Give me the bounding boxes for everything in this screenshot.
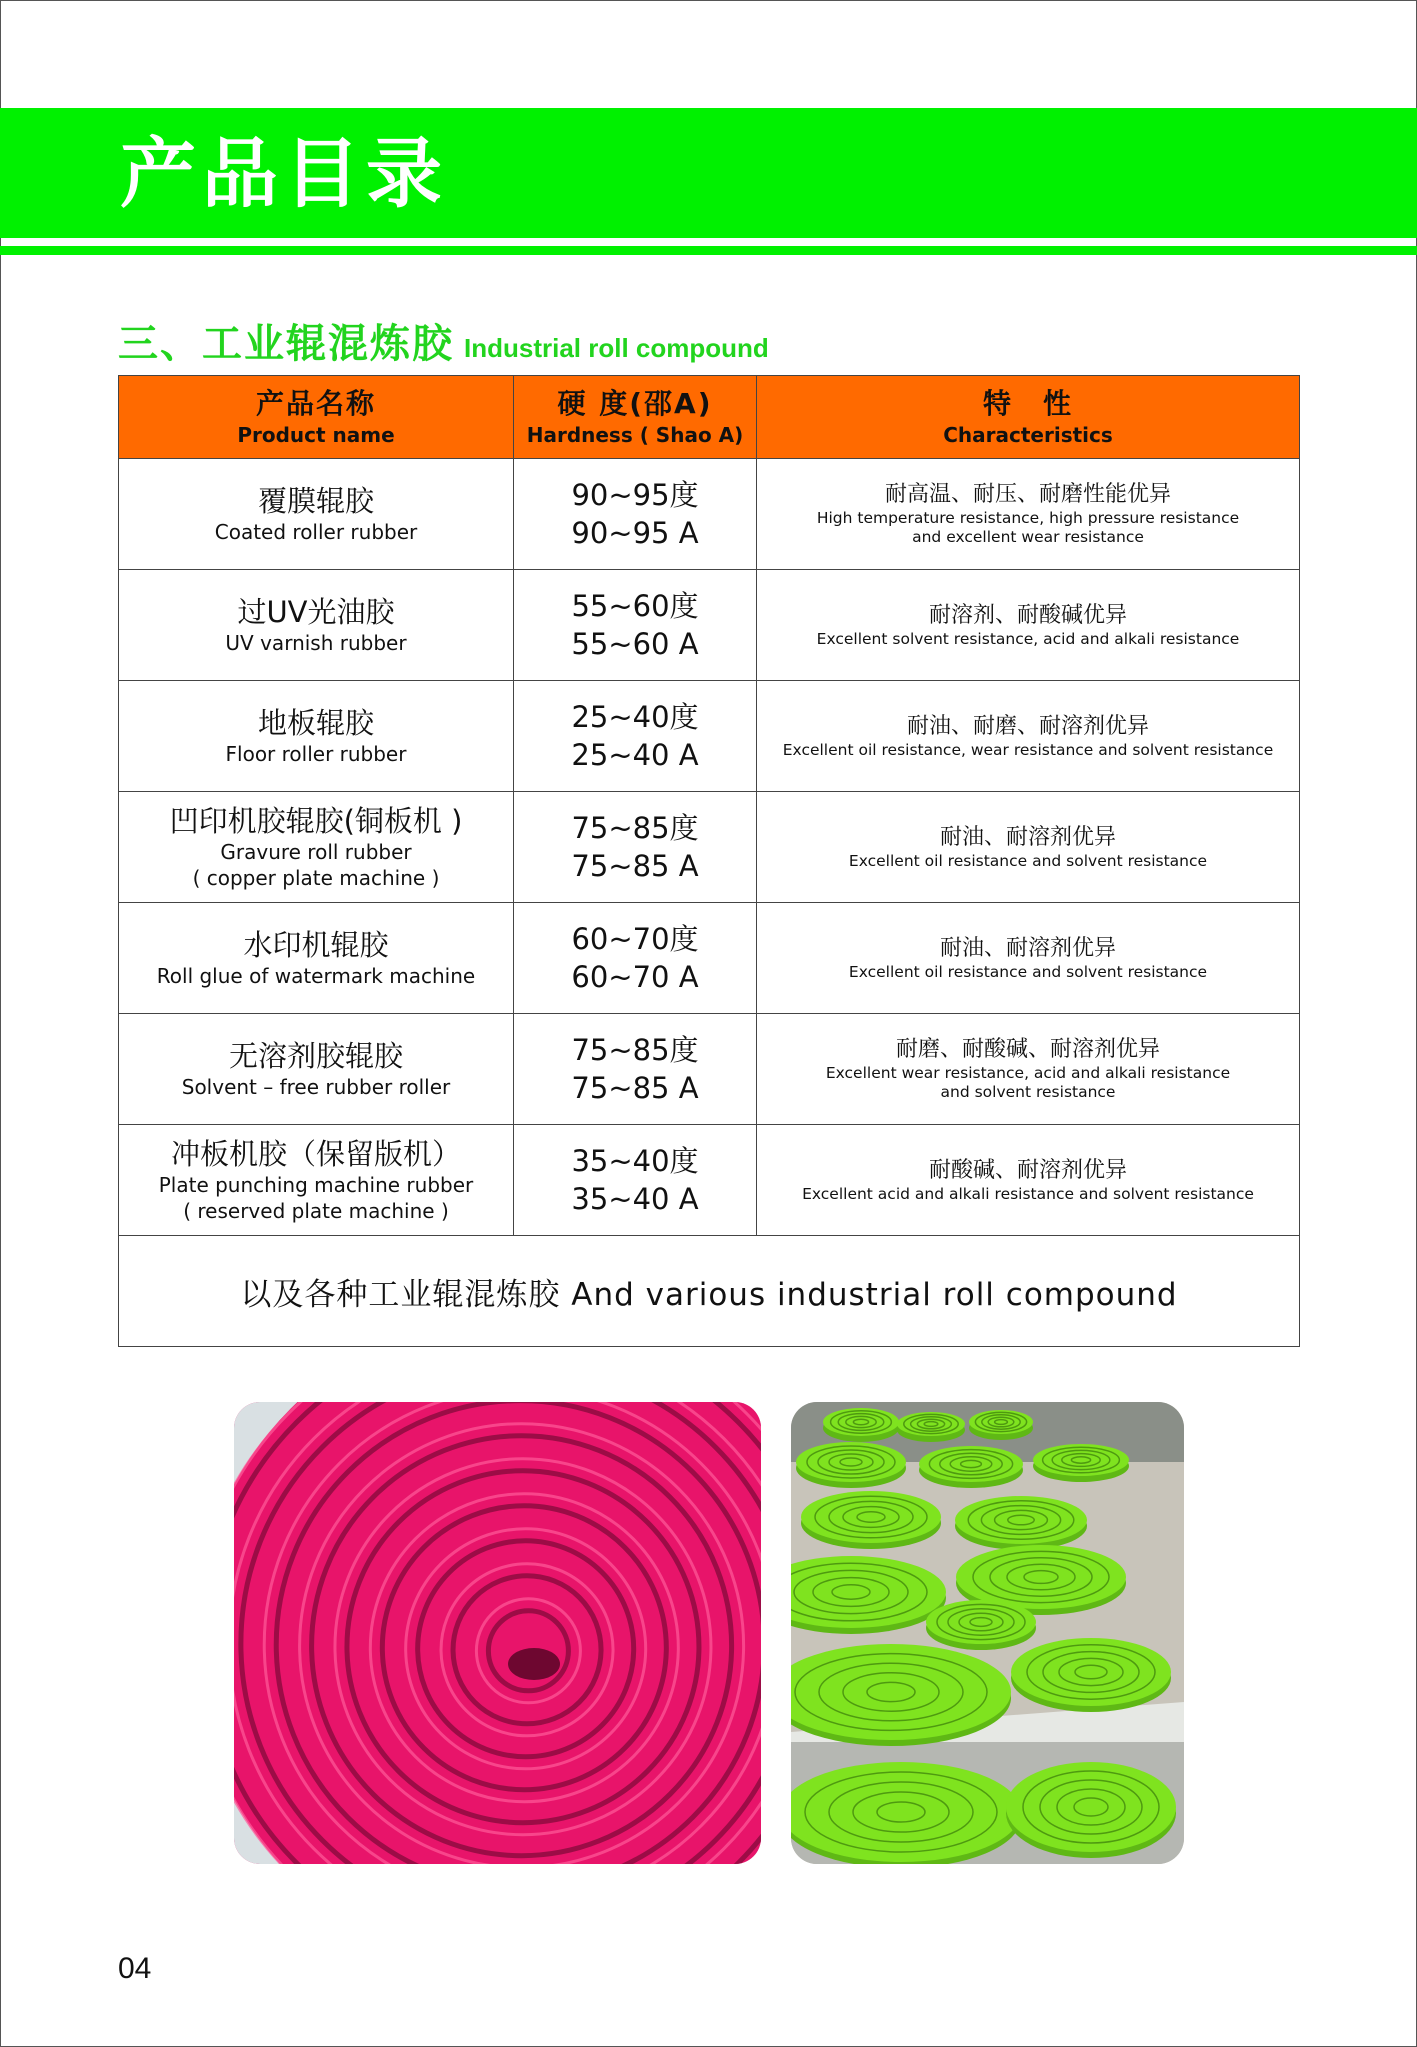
product-name-en: Floor roller rubber	[225, 742, 407, 766]
characteristics-zh: 耐酸碱、耐溶剂优异	[928, 1157, 1127, 1183]
characteristics-cell	[757, 1125, 1300, 1236]
characteristics-cell	[757, 903, 1300, 1014]
header-stripe	[0, 246, 1417, 255]
hardness-shore-a: 75~85 A	[571, 1071, 699, 1105]
hardness-cell	[514, 681, 757, 792]
table-row	[119, 459, 1300, 570]
pink-rubber-roll-photo	[234, 1402, 761, 1864]
hardness-shore-a: 60~70 A	[571, 960, 699, 994]
column-header-label-zh: 硬 度(邵A)	[557, 387, 713, 420]
characteristics-zh: 耐油、耐溶剂优异	[939, 824, 1116, 850]
hardness-degree: 90~95度	[571, 478, 699, 512]
characteristics-en: Excellent acid and alkali resistance and solvent resistance	[802, 1184, 1254, 1203]
product-name-cell	[119, 792, 514, 903]
product-name-en: Gravure roll rubber	[220, 840, 412, 864]
characteristics-zh: 耐油、耐溶剂优异	[939, 935, 1116, 961]
characteristics-en: Excellent solvent resistance, acid and alkali resistance	[816, 629, 1240, 648]
characteristics-zh: 耐高温、耐压、耐磨性能优异	[884, 482, 1171, 507]
hardness-cell	[514, 1125, 757, 1236]
product-name-cell	[119, 459, 514, 570]
column-header-label-en: Characteristics	[943, 423, 1113, 447]
table-row	[119, 1125, 1300, 1236]
product-name-cell	[119, 681, 514, 792]
hardness-shore-a: 55~60 A	[571, 627, 699, 661]
characteristics-cell	[757, 459, 1300, 570]
column-header-label-zh: 特 性	[982, 387, 1073, 420]
section-heading	[118, 312, 769, 369]
column-header-label-zh: 产品名称	[255, 387, 376, 420]
hardness-shore-a: 35~40 A	[571, 1182, 699, 1216]
hardness-shore-a: 75~85 A	[571, 849, 699, 883]
characteristics-zh: 耐油、耐磨、耐溶剂优异	[906, 713, 1149, 739]
characteristics-zh: 耐溶剂、耐酸碱优异	[928, 602, 1127, 628]
product-name-en: Coated roller rubber	[214, 520, 418, 544]
hardness-shore-a: 25~40 A	[571, 738, 699, 772]
product-name-zh: 过UV光油胶	[237, 595, 395, 629]
product-name-zh: 覆膜辊胶	[257, 484, 374, 518]
pink-spiral-image	[234, 1402, 761, 1864]
product-name-en: UV varnish rubber	[225, 631, 407, 655]
product-name-cell	[119, 1014, 514, 1125]
product-name-en: Solvent – free rubber roller	[181, 1075, 451, 1099]
product-name-en-line2: ( reserved plate machine )	[183, 1199, 449, 1223]
table-footer-text: 以及各种工业辊混炼胶 And various industrial roll compound	[119, 1236, 1300, 1347]
page-number: 04	[118, 1952, 152, 1985]
table-row	[119, 1014, 1300, 1125]
table-row	[119, 681, 1300, 792]
column-header-label-en: Hardness ( Shao A)	[526, 423, 744, 447]
characteristics-en-line2: and excellent wear resistance	[912, 528, 1144, 546]
hardness-cell	[514, 570, 757, 681]
characteristics-cell	[757, 1014, 1300, 1125]
product-name-zh: 冲板机胶（保留版机）	[170, 1137, 461, 1171]
column-header-product	[119, 376, 514, 459]
product-name-cell	[119, 903, 514, 1014]
hardness-cell	[514, 459, 757, 570]
page-title: 产品目录	[120, 129, 448, 218]
column-header-hardness	[514, 376, 757, 459]
characteristics-en-line2: and solvent resistance	[940, 1083, 1116, 1101]
characteristics-cell	[757, 792, 1300, 903]
table-row	[119, 792, 1300, 903]
hardness-cell	[514, 792, 757, 903]
characteristics-en: High temperature resistance, high pressure resistance	[816, 509, 1240, 527]
table-body	[119, 459, 1300, 1236]
characteristics-cell	[757, 681, 1300, 792]
hardness-degree: 55~60度	[571, 589, 699, 623]
characteristics-en: Excellent oil resistance, wear resistance and solvent resistance	[782, 740, 1274, 759]
characteristics-en: Excellent oil resistance and solvent resistance	[848, 962, 1208, 981]
product-table	[118, 375, 1300, 1347]
hardness-degree: 75~85度	[571, 1033, 699, 1067]
section-title-en: Industrial roll compound	[464, 333, 769, 363]
hardness-degree: 75~85度	[571, 811, 699, 845]
hardness-degree: 25~40度	[571, 700, 699, 734]
hardness-cell	[514, 1014, 757, 1125]
characteristics-cell	[757, 570, 1300, 681]
product-name-en: Plate punching machine rubber	[158, 1173, 474, 1197]
table-footer-row	[119, 1236, 1300, 1347]
product-name-zh: 无溶剂胶辊胶	[228, 1039, 403, 1073]
hardness-degree: 60~70度	[571, 922, 699, 956]
section-title-zh: 三、工业辊混炼胶	[118, 321, 454, 367]
hardness-degree: 35~40度	[571, 1144, 699, 1178]
product-name-en-line2: ( copper plate machine )	[192, 866, 440, 890]
column-header-label-en: Product name	[237, 423, 395, 447]
hardness-shore-a: 90~95 A	[571, 516, 699, 550]
table-header-row	[119, 376, 1300, 459]
characteristics-zh: 耐磨、耐酸碱、耐溶剂优异	[895, 1037, 1160, 1062]
characteristics-en: Excellent wear resistance, acid and alkali resistance	[825, 1064, 1231, 1082]
product-name-zh: 地板辊胶	[257, 706, 374, 740]
product-name-en: Roll glue of watermark machine	[156, 964, 476, 988]
product-name-cell	[119, 570, 514, 681]
hardness-cell	[514, 903, 757, 1014]
column-header-characteristics	[757, 376, 1300, 459]
table-row	[119, 903, 1300, 1014]
green-rolls-image	[791, 1402, 1184, 1864]
table-row	[119, 570, 1300, 681]
characteristics-en: Excellent oil resistance and solvent resistance	[848, 851, 1208, 870]
product-name-zh: 凹印机胶辊胶(铜板机 )	[169, 804, 463, 838]
product-name-cell	[119, 1125, 514, 1236]
green-rubber-rolls-photo	[791, 1402, 1184, 1864]
product-name-zh: 水印机辊胶	[243, 928, 389, 962]
